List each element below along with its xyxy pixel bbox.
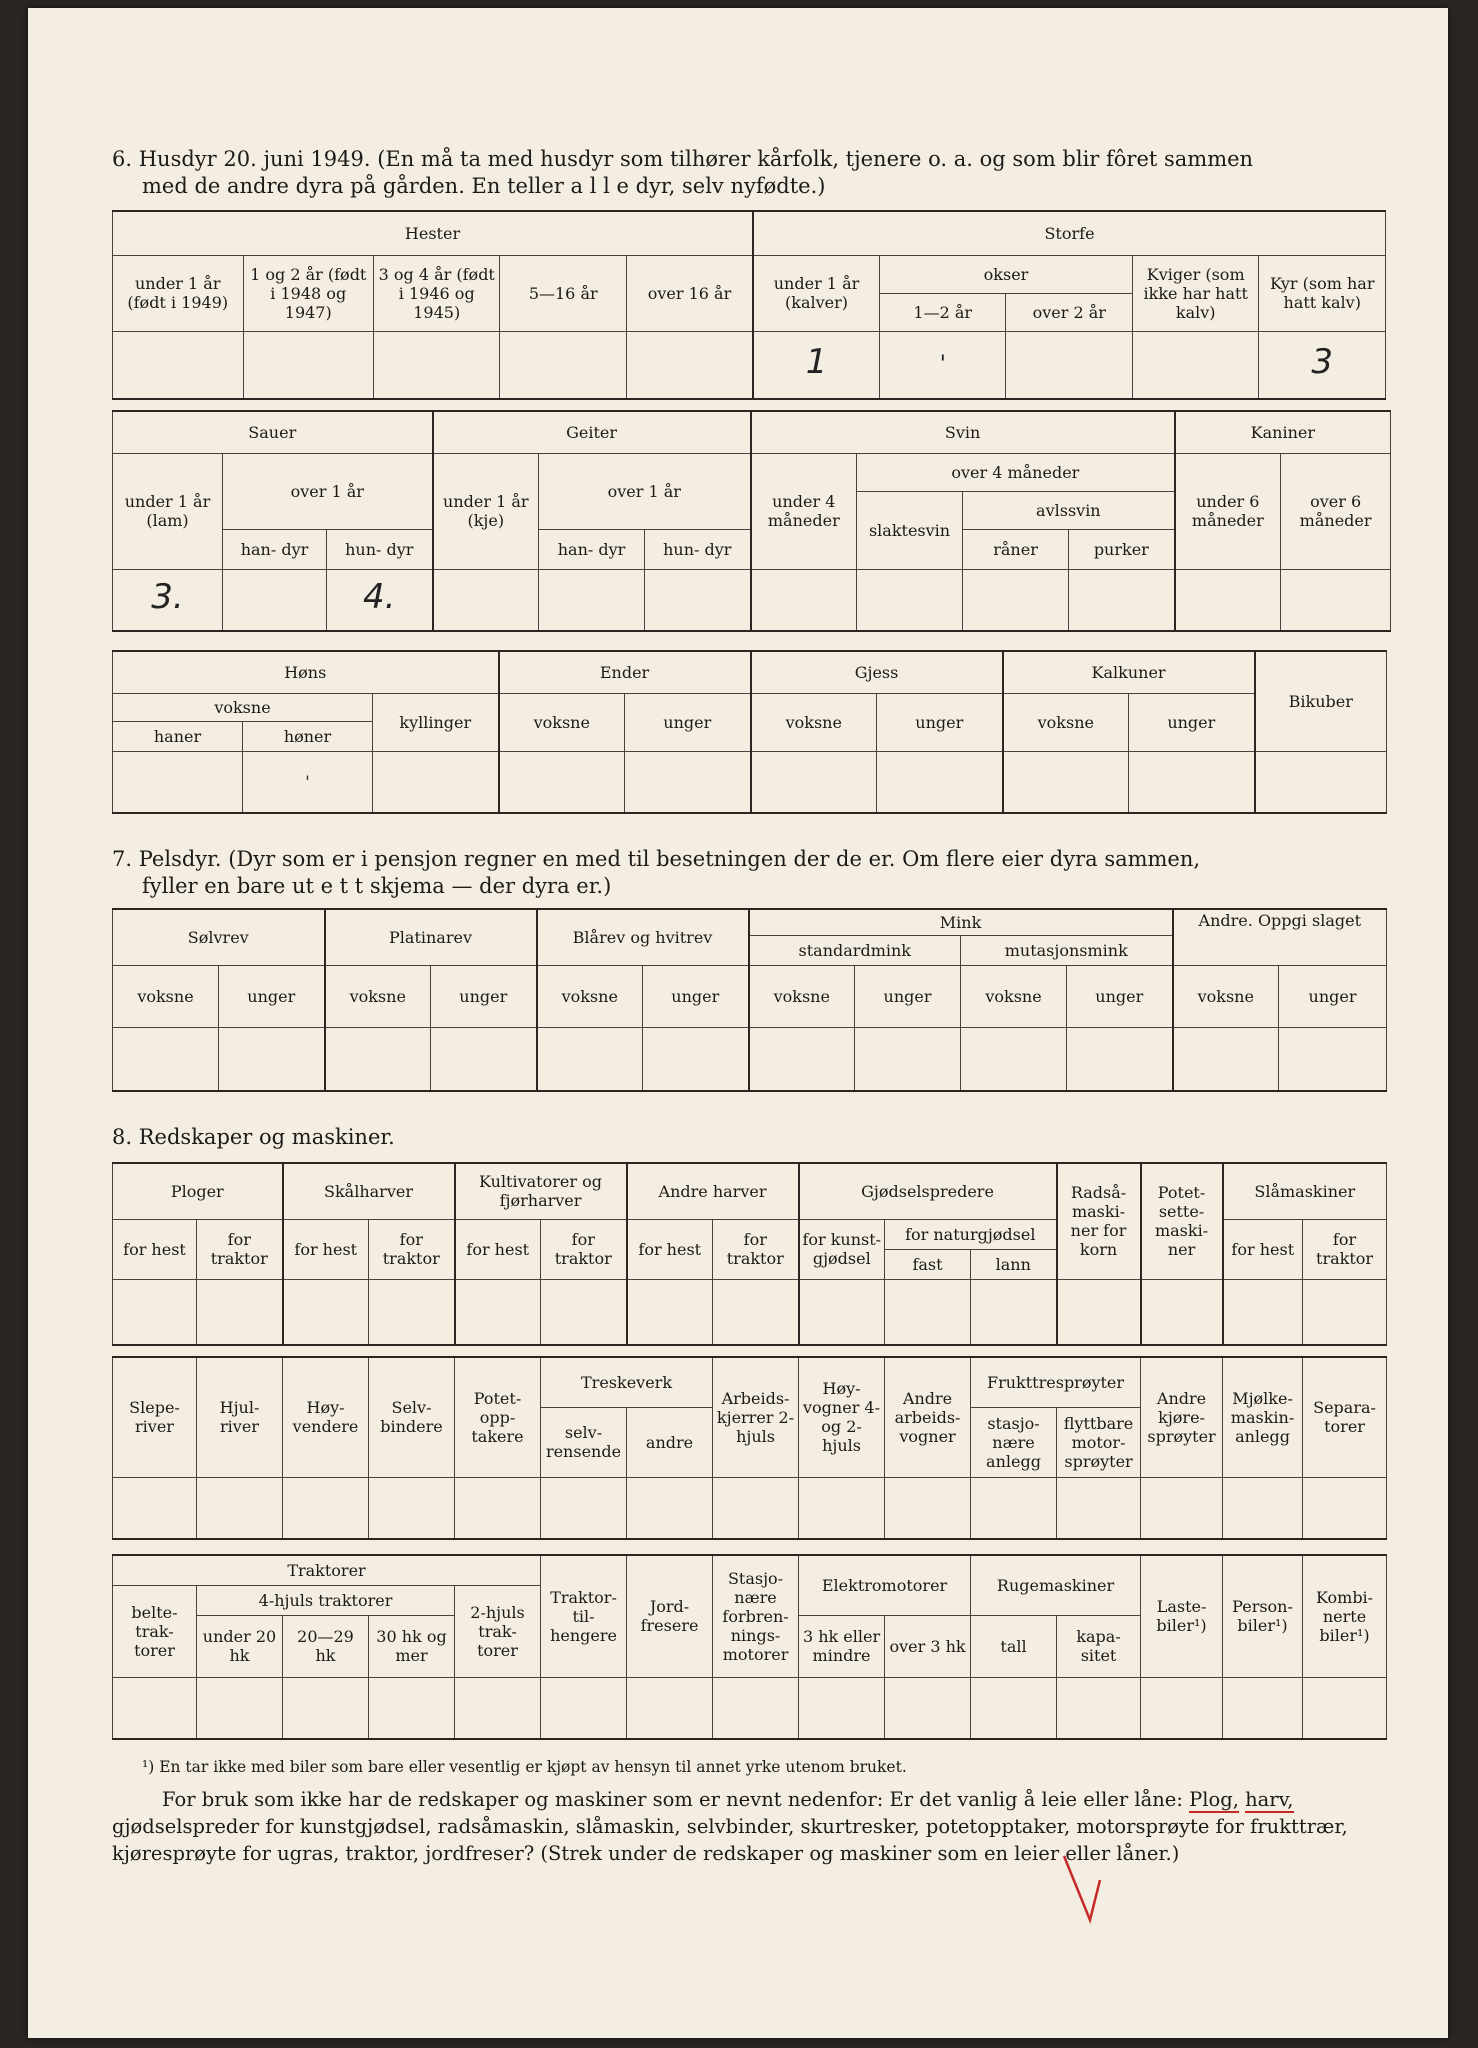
col-header: voksne bbox=[499, 693, 625, 751]
col-header: over 4 måneder bbox=[857, 453, 1175, 491]
input-cell[interactable] bbox=[197, 1677, 283, 1739]
col-header: under 4 måneder bbox=[751, 453, 857, 569]
input-cell[interactable] bbox=[113, 1677, 197, 1739]
col-header: over 3 hk bbox=[885, 1615, 971, 1677]
col-header: standardmink bbox=[749, 935, 961, 965]
table-redskaper-2 bbox=[112, 1356, 1386, 1540]
col-header: for kunst- gjødsel bbox=[799, 1219, 885, 1279]
col-header: for hest bbox=[1223, 1219, 1303, 1279]
input-cell[interactable] bbox=[539, 569, 645, 631]
footnote bbox=[112, 1756, 1386, 1778]
input-cell[interactable] bbox=[1303, 1677, 1387, 1739]
col-header: voksne bbox=[749, 965, 855, 1027]
group-frukttresproyter: Frukttresprøyter bbox=[971, 1357, 1141, 1407]
input-cell[interactable] bbox=[374, 331, 500, 399]
col-header: for naturgjødsel bbox=[885, 1219, 1057, 1249]
input-cell[interactable] bbox=[963, 569, 1069, 631]
group-elektromotorer: Elektromotorer bbox=[799, 1555, 971, 1615]
input-cell[interactable] bbox=[369, 1477, 455, 1539]
col-header: unger bbox=[855, 965, 961, 1027]
col-header: hun- dyr bbox=[327, 529, 433, 569]
input-cell[interactable] bbox=[455, 1677, 541, 1739]
input-cell[interactable] bbox=[799, 1677, 885, 1739]
input-cell[interactable] bbox=[627, 1279, 713, 1345]
group-hester: Hester bbox=[113, 211, 754, 255]
input-cell[interactable] bbox=[113, 331, 244, 399]
group-andre: Andre. Oppgi slaget bbox=[1173, 909, 1387, 965]
heading-text: Husdyr 20. juni 1949. (En må ta med husdyr som tilhører kårfolk, tjenere o. a. og som blir fôret sammen bbox=[138, 147, 1254, 171]
col-header: Laste- biler¹) bbox=[1141, 1555, 1223, 1677]
col-header: han- dyr bbox=[223, 529, 327, 569]
section-7-heading bbox=[112, 846, 1386, 900]
input-cell[interactable] bbox=[455, 1477, 541, 1539]
col-header: 5—16 år bbox=[500, 255, 626, 331]
paragraph-text: gjødselspreder for kunstgjødsel, radsåmaskin, slåmaskin, selvbinder, skurtresker, potetopptaker, motorsprøyte for frukttrær, kjøresprøyte for ugras, traktor, jordfreser? (Strek under de redskaper og maskiner som en leier eller låner.) bbox=[112, 1815, 1348, 1865]
input-cell[interactable] bbox=[1303, 1477, 1387, 1539]
input-cell[interactable] bbox=[625, 751, 751, 813]
input-cell[interactable] bbox=[455, 1279, 541, 1345]
col-header: under 1 år (kalver) bbox=[753, 255, 879, 331]
col-header: Potet- sette- maski- ner bbox=[1141, 1163, 1223, 1279]
col-header: han- dyr bbox=[539, 529, 645, 569]
input-cell[interactable] bbox=[1223, 1677, 1303, 1739]
input-cell[interactable] bbox=[1067, 1027, 1173, 1091]
col-header: Slepe- river bbox=[113, 1357, 197, 1477]
input-cell[interactable] bbox=[369, 1677, 455, 1739]
input-cell[interactable] bbox=[113, 751, 243, 813]
table-hester-storfe bbox=[112, 210, 1386, 400]
col-header: 4-hjuls traktorer bbox=[197, 1585, 455, 1615]
input-cell[interactable] bbox=[1279, 1027, 1387, 1091]
input-cell[interactable] bbox=[219, 1027, 325, 1091]
col-header: Jord- fresere bbox=[627, 1555, 713, 1677]
input-cell[interactable] bbox=[857, 569, 963, 631]
red-check-mark bbox=[1060, 1850, 1120, 1930]
col-header: unger bbox=[1279, 965, 1387, 1027]
col-header: råner bbox=[963, 529, 1069, 569]
group-rugemaskiner: Rugemaskiner bbox=[971, 1555, 1141, 1615]
group-slamaskiner: Slåmaskiner bbox=[1223, 1163, 1387, 1219]
col-header: over 16 år bbox=[626, 255, 753, 331]
input-cell[interactable] bbox=[1006, 331, 1132, 399]
input-cell[interactable] bbox=[1255, 751, 1387, 813]
col-header: Person- biler¹) bbox=[1223, 1555, 1303, 1677]
section-number: 7. bbox=[112, 847, 133, 871]
input-cell[interactable] bbox=[627, 1677, 713, 1739]
col-header: hun- dyr bbox=[645, 529, 751, 569]
col-header: over 6 måneder bbox=[1281, 453, 1391, 569]
input-cell[interactable] bbox=[713, 1279, 799, 1345]
col-header-bikuber: Bikuber bbox=[1255, 651, 1387, 751]
input-cell[interactable] bbox=[1057, 1677, 1141, 1739]
col-header-okser: okser bbox=[880, 255, 1133, 293]
input-cell[interactable] bbox=[1281, 569, 1391, 631]
col-header: Traktor- til- hengere bbox=[541, 1555, 627, 1677]
footnote-text: ¹) En tar ikke med biler som bare eller vesentlig er kjøpt av hensyn til annet yrke utenom bruket. bbox=[142, 1758, 907, 1776]
closing-paragraph bbox=[112, 1786, 1386, 1867]
col-header: unger bbox=[431, 965, 537, 1027]
handwritten-mark: ' bbox=[939, 351, 946, 377]
underlined-plog: Plog, bbox=[1189, 1788, 1239, 1811]
col-header: unger bbox=[877, 693, 1003, 751]
table-redskaper-1 bbox=[112, 1162, 1386, 1346]
col-header: fast bbox=[885, 1249, 971, 1279]
handwritten-mark: ' bbox=[305, 772, 310, 792]
input-cell[interactable] bbox=[243, 751, 373, 813]
group-kalkuner: Kalkuner bbox=[1003, 651, 1255, 693]
input-cell[interactable] bbox=[113, 1279, 197, 1345]
underlined-harv: harv, bbox=[1245, 1788, 1294, 1811]
col-header: høner bbox=[243, 721, 373, 751]
heading-text: Redskaper og maskiner. bbox=[138, 1125, 395, 1149]
col-header: 30 hk og mer bbox=[369, 1615, 455, 1677]
input-cell[interactable] bbox=[1303, 1279, 1387, 1345]
input-cell[interactable] bbox=[499, 751, 625, 813]
col-header: selv- rensende bbox=[541, 1407, 627, 1477]
input-cell[interactable] bbox=[1003, 751, 1129, 813]
col-header: 3 hk eller mindre bbox=[799, 1615, 885, 1677]
input-cell[interactable] bbox=[799, 1477, 885, 1539]
col-header: Arbeids- kjerrer 2-hjuls bbox=[713, 1357, 799, 1477]
col-header: for hest bbox=[283, 1219, 369, 1279]
group-kaniner: Kaniner bbox=[1175, 411, 1391, 453]
input-cell[interactable] bbox=[751, 569, 857, 631]
input-cell[interactable] bbox=[197, 1477, 283, 1539]
col-header: 1—2 år bbox=[880, 293, 1006, 331]
col-header: under 1 år (født i 1949) bbox=[113, 255, 244, 331]
input-cell[interactable] bbox=[537, 1027, 643, 1091]
col-header: mutasjonsmink bbox=[961, 935, 1173, 965]
col-header: for traktor bbox=[197, 1219, 283, 1279]
input-cell[interactable] bbox=[1141, 1477, 1223, 1539]
col-header: haner bbox=[113, 721, 243, 751]
input-cell[interactable] bbox=[971, 1477, 1057, 1539]
col-header: voksne bbox=[113, 965, 219, 1027]
table-pelsdyr bbox=[112, 908, 1386, 1092]
input-cell[interactable] bbox=[433, 569, 539, 631]
group-skalharver: Skålharver bbox=[283, 1163, 455, 1219]
col-header: unger bbox=[643, 965, 749, 1027]
input-cell[interactable] bbox=[283, 1279, 369, 1345]
col-header: voksne bbox=[751, 693, 877, 751]
col-header: Hjul- river bbox=[197, 1357, 283, 1477]
input-cell[interactable] bbox=[197, 1279, 283, 1345]
input-cell[interactable] bbox=[113, 569, 223, 631]
table-redskaper-3 bbox=[112, 1554, 1386, 1740]
input-cell[interactable] bbox=[431, 1027, 537, 1091]
col-header: voksne bbox=[1173, 965, 1279, 1027]
col-header: purker bbox=[1069, 529, 1175, 569]
col-header: over 2 år bbox=[1006, 293, 1132, 331]
input-cell[interactable] bbox=[885, 1279, 971, 1345]
input-cell[interactable] bbox=[327, 569, 433, 631]
col-header: 1 og 2 år (født i 1948 og 1947) bbox=[243, 255, 374, 331]
input-cell[interactable] bbox=[753, 331, 879, 399]
input-cell[interactable] bbox=[1069, 569, 1175, 631]
group-platinarev: Platinarev bbox=[325, 909, 537, 965]
input-cell[interactable] bbox=[751, 751, 877, 813]
group-svin: Svin bbox=[751, 411, 1175, 453]
col-header: Stasjo- nære forbren- nings- motorer bbox=[713, 1555, 799, 1677]
handwritten-value: 3. bbox=[151, 576, 184, 617]
group-ender: Ender bbox=[499, 651, 751, 693]
col-header: voksne bbox=[325, 965, 431, 1027]
col-header: Separa- torer bbox=[1303, 1357, 1387, 1477]
col-header: Radså- maski- ner for korn bbox=[1057, 1163, 1141, 1279]
paragraph-text: For bruk som ikke har de redskaper og maskiner som er nevnt nedenfor: Er det vanlig å leie eller låne: bbox=[162, 1788, 1190, 1811]
table-sauer-geiter bbox=[112, 410, 1386, 632]
col-header: for hest bbox=[455, 1219, 541, 1279]
col-header: Selv- bindere bbox=[369, 1357, 455, 1477]
group-gjess: Gjess bbox=[751, 651, 1003, 693]
input-cell[interactable] bbox=[243, 331, 374, 399]
group-blarev: Blårev og hvitrev bbox=[537, 909, 749, 965]
input-cell[interactable] bbox=[283, 1477, 369, 1539]
group-traktorer: Traktorer bbox=[113, 1555, 541, 1585]
input-cell[interactable] bbox=[113, 1477, 197, 1539]
input-cell[interactable] bbox=[541, 1279, 627, 1345]
section-number: 8. bbox=[112, 1125, 133, 1149]
input-cell[interactable] bbox=[1132, 331, 1258, 399]
col-header: Kviger (som ikke har hatt kalv) bbox=[1132, 255, 1258, 331]
group-hons: Høns bbox=[113, 651, 499, 693]
heading-text: med de andre dyra på gården. En teller a l l e dyr, selv nyfødte.) bbox=[142, 174, 826, 198]
col-header: Mjølke- maskin- anlegg bbox=[1223, 1357, 1303, 1477]
input-cell[interactable] bbox=[643, 1027, 749, 1091]
section-6-heading bbox=[112, 146, 1386, 200]
col-header: unger bbox=[1067, 965, 1173, 1027]
input-cell[interactable] bbox=[713, 1477, 799, 1539]
input-cell[interactable] bbox=[885, 1677, 971, 1739]
col-header: belte- trak- torer bbox=[113, 1585, 197, 1677]
input-cell[interactable] bbox=[885, 1477, 971, 1539]
col-header: flyttbare motor- sprøyter bbox=[1057, 1407, 1141, 1477]
heading-text: fyller en bare ut e t t skjema — der dyra er.) bbox=[142, 874, 612, 898]
col-header: Høy- vogner 4- og 2- hjuls bbox=[799, 1357, 885, 1477]
col-header: kyllinger bbox=[373, 693, 499, 751]
input-cell[interactable] bbox=[1057, 1477, 1141, 1539]
group-geiter: Geiter bbox=[433, 411, 751, 453]
group-andre-harver: Andre harver bbox=[627, 1163, 799, 1219]
heading-text: Pelsdyr. (Dyr som er i pensjon regner en med til besetningen der de er. Om flere eier dyra sammen, bbox=[138, 847, 1201, 871]
input-cell[interactable] bbox=[877, 751, 1003, 813]
group-gjodselspredere: Gjødselspredere bbox=[799, 1163, 1057, 1219]
input-cell[interactable] bbox=[645, 569, 751, 631]
input-cell[interactable] bbox=[500, 331, 626, 399]
input-cell[interactable] bbox=[1141, 1677, 1223, 1739]
section-8-heading bbox=[112, 1124, 1386, 1151]
col-header: Kyr (som har hatt kalv) bbox=[1259, 255, 1386, 331]
col-header: for traktor bbox=[1303, 1219, 1387, 1279]
group-mink: Mink bbox=[749, 909, 1173, 935]
col-header: kapa- sitet bbox=[1057, 1615, 1141, 1677]
col-header: voksne bbox=[537, 965, 643, 1027]
handwritten-value: 4. bbox=[363, 576, 396, 617]
col-header: for hest bbox=[113, 1219, 197, 1279]
col-header: 20—29 hk bbox=[283, 1615, 369, 1677]
col-header: avlssvin bbox=[963, 491, 1175, 529]
group-ploger: Ploger bbox=[113, 1163, 283, 1219]
handwritten-value: 1 bbox=[805, 341, 828, 382]
input-cell[interactable] bbox=[971, 1279, 1057, 1345]
input-cell[interactable] bbox=[283, 1677, 369, 1739]
input-cell[interactable] bbox=[541, 1477, 627, 1539]
input-cell[interactable] bbox=[541, 1677, 627, 1739]
col-header: tall bbox=[971, 1615, 1057, 1677]
input-cell[interactable] bbox=[799, 1279, 885, 1345]
table-fjorfe bbox=[112, 650, 1386, 814]
input-cell[interactable] bbox=[113, 1027, 219, 1091]
col-header: Potet- opp- takere bbox=[455, 1357, 541, 1477]
col-header: under 1 år (lam) bbox=[113, 453, 223, 569]
col-header: slaktesvin bbox=[857, 491, 963, 569]
input-cell[interactable] bbox=[971, 1677, 1057, 1739]
group-kultivatorer: Kultivatorer og fjørharver bbox=[455, 1163, 627, 1219]
col-header: unger bbox=[219, 965, 325, 1027]
input-cell[interactable] bbox=[325, 1027, 431, 1091]
input-cell[interactable] bbox=[627, 1477, 713, 1539]
input-cell[interactable] bbox=[713, 1677, 799, 1739]
group-sauer: Sauer bbox=[113, 411, 433, 453]
input-cell[interactable] bbox=[1129, 751, 1255, 813]
input-cell[interactable] bbox=[626, 331, 753, 399]
input-cell[interactable] bbox=[369, 1279, 455, 1345]
col-header: stasjo- nære anlegg bbox=[971, 1407, 1057, 1477]
input-cell[interactable] bbox=[880, 331, 1006, 399]
input-cell[interactable] bbox=[1057, 1279, 1141, 1345]
col-header: voksne bbox=[961, 965, 1067, 1027]
handwritten-value: 3 bbox=[1311, 341, 1334, 382]
col-header: under 6 måneder bbox=[1175, 453, 1281, 569]
col-header: Høy- vendere bbox=[283, 1357, 369, 1477]
group-solvrev: Sølvrev bbox=[113, 909, 325, 965]
input-cell[interactable] bbox=[749, 1027, 855, 1091]
col-header: 2-hjuls trak- torer bbox=[455, 1585, 541, 1677]
col-header: unger bbox=[625, 693, 751, 751]
col-header: over 1 år bbox=[539, 453, 751, 529]
group-storfe: Storfe bbox=[753, 211, 1385, 255]
col-header: lann bbox=[971, 1249, 1057, 1279]
col-header: for traktor bbox=[541, 1219, 627, 1279]
col-header: voksne bbox=[113, 693, 373, 721]
col-header: andre bbox=[627, 1407, 713, 1477]
col-header: under 1 år (kje) bbox=[433, 453, 539, 569]
input-cell[interactable] bbox=[373, 751, 499, 813]
input-cell[interactable] bbox=[1223, 1477, 1303, 1539]
col-header: for traktor bbox=[713, 1219, 799, 1279]
col-header: under 20 hk bbox=[197, 1615, 283, 1677]
section-number: 6. bbox=[112, 147, 133, 171]
col-header: for hest bbox=[627, 1219, 713, 1279]
col-header: Kombi- nerte biler¹) bbox=[1303, 1555, 1387, 1677]
input-cell[interactable] bbox=[1173, 1027, 1279, 1091]
col-header: unger bbox=[1129, 693, 1255, 751]
input-cell[interactable] bbox=[1141, 1279, 1223, 1345]
input-cell[interactable] bbox=[855, 1027, 961, 1091]
col-header: for traktor bbox=[369, 1219, 455, 1279]
input-cell[interactable] bbox=[1175, 569, 1281, 631]
input-cell[interactable] bbox=[223, 569, 327, 631]
col-header: Andre arbeids- vogner bbox=[885, 1357, 971, 1477]
col-header: Andre kjøre- sprøyter bbox=[1141, 1357, 1223, 1477]
input-cell[interactable] bbox=[961, 1027, 1067, 1091]
col-header: voksne bbox=[1003, 693, 1129, 751]
col-header: 3 og 4 år (født i 1946 og 1945) bbox=[374, 255, 500, 331]
col-header: over 1 år bbox=[223, 453, 433, 529]
group-treskeverk: Treskeverk bbox=[541, 1357, 713, 1407]
input-cell[interactable] bbox=[1259, 331, 1386, 399]
input-cell[interactable] bbox=[1223, 1279, 1303, 1345]
